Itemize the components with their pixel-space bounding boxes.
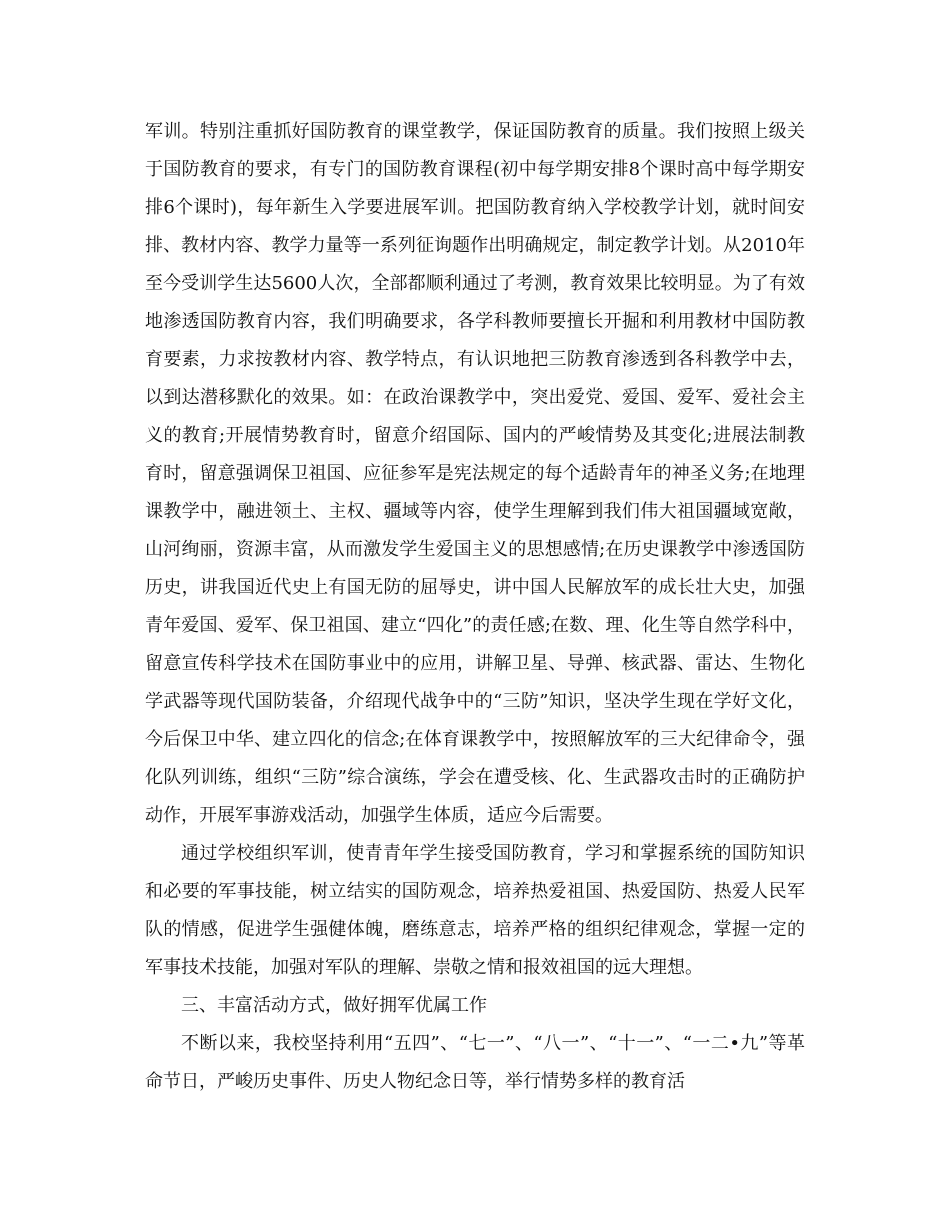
body-paragraph-3: 不断以来，我校坚持利用“五四”、“七一”、“八一”、“十一”、“一二•九”等革命节日，严峻历史事件、历史人物纪念日等，举行情势多样的教育活 (145, 1033, 805, 1092)
document-body (145, 113, 805, 1101)
body-paragraph-2: 通过学校组织军训，使青青年学生接受国防教育，学习和掌握系统的国防知识和必要的军事技能，树立结实的国防观念，培养热爱祖国、热爱国防、热爱人民军队的情感，促进学生强健体魄，磨练意志，培养严格的组织纪律观念，掌握一定的军事技术技能，加强对军队的理解、崇敬之情和报效祖国的远大理想。 (145, 843, 805, 978)
section-heading: 三、丰富活动方式，做好拥军优属工作 (181, 995, 487, 1016)
body-paragraph-1: 军训。特别注重抓好国防教育的课堂教学，保证国防教育的质量。我们按照上级关于国防教育的要求，有专门的国防教育课程(初中每学期安排8个课时高中每学期安排6个课时)，每年新生入学要进展军训。把国防教育纳入学校教学计划，就时间安排、教材内容、教学力量等一系列征询题作出明确规定，制定教学计划。从2010年至今受训学生达5600人次，全部都顺利通过了考测，教育效果比较明显。为了有效地渗透国防教育内容，我们明确要求，各学科教师要擅长开掘和利用教材中国防教育要素，力求按教材内容、教学特点，有认识地把三防教育渗透到各科教学中去，以到达潜移默化的效果。如：在政治课教学中，突出爱党、爱国、爱军、爱社会主义的教育;开展情势教育时，留意介绍国际、国内的严峻情势及其变化;进展法制教育时，留意强调保卫祖国、应征参军是宪法规定的每个适龄青年的神圣义务;在地理课教学中，融进领土、主权、疆域等内容，使学生理解到我们伟大祖国疆域宽敞，山河绚丽，资源丰富，从而激发学生爱国主义的思想感情;在历史课教学中渗透国防历史，讲我国近代史上有国无防的屈辱史，讲中国人民解放军的成长壮大史，加强青年爱国、爱军、保卫祖国、建立“四化”的责任感;在数、理、化生等自然学科中，留意宣传科学技术在国防事业中的应用，讲解卫星、导弹、核武器、雷达、生物化学武器等现代国防装备，介绍现代战争中的“三防”知识，坚决学生现在学好文化，今后保卫中华、建立四化的信念;在体育课教学中，按照解放军的三大纪律命令，强化队列训练，组织“三防”综合演练，学会在遭受核、化、生武器攻击时的正确防护动作，开展军事游戏活动，加强学生体质，适应今后需要。 (145, 121, 805, 826)
